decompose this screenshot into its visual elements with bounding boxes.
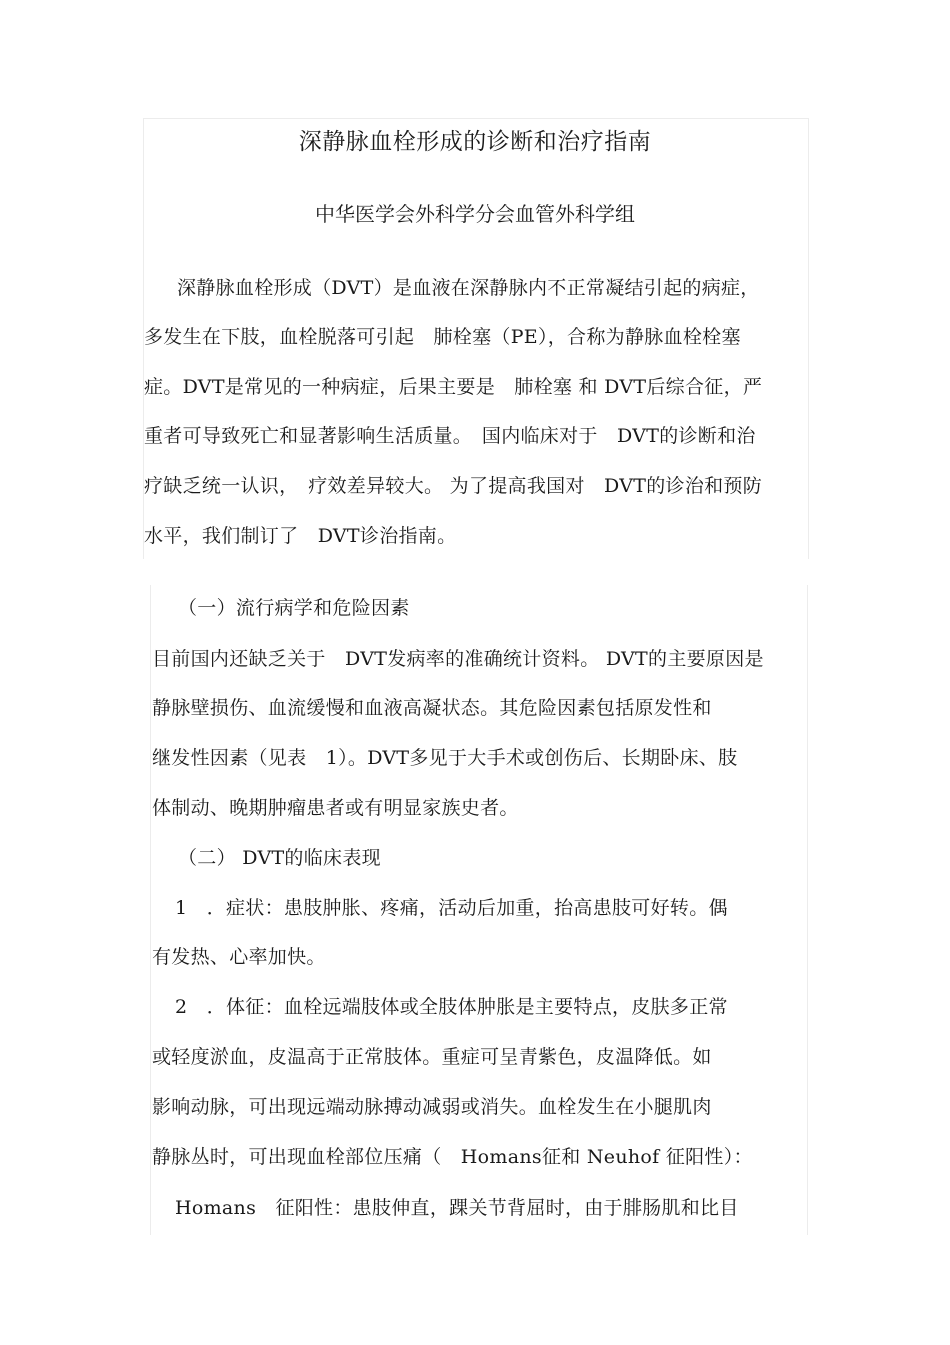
paragraph-line: 继发性因素（见表 1）。DVT多见于大手术或创伤后、长期卧床、肢 — [152, 747, 738, 769]
paragraph-line: 有发热、心率加快。 — [152, 946, 326, 968]
document-title: 深静脉血栓形成的诊断和治疗指南 — [298, 129, 652, 155]
section-heading: （二） DVT的临床表现 — [178, 847, 381, 869]
intro-line: 多发生在下肢，血栓脱落可引起 肺栓塞（PE），合称为静脉血栓栓塞 — [144, 326, 741, 348]
paragraph-line: 目前国内还缺乏关于 DVT发病率的准确统计资料。 DVT的主要原因是 — [152, 648, 764, 670]
intro-line: 深静脉血栓形成（DVT）是血液在深静脉内不正常凝结引起的病症， — [177, 277, 760, 299]
paragraph-line: 影响动脉，可出现远端动脉搏动减弱或消失。血栓发生在小腿肌肉 — [152, 1096, 712, 1118]
paragraph-line: 2 ．体征：血栓远端肢体或全肢体肿胀是主要特点，皮肤多正常 — [175, 996, 728, 1018]
intro-line: 症。DVT是常见的一种病症，后果主要是 肺栓塞 和 DVT后综合征，严 — [144, 376, 763, 398]
paragraph-line: 体制动、晚期肿瘤患者或有明显家族史者。 — [152, 797, 519, 819]
paragraph-line: Homans 征阳性：患肢伸直，踝关节背屈时，由于腓肠肌和比目 — [175, 1197, 739, 1219]
author-line: 中华医学会外科学分会血管外科学组 — [315, 202, 635, 226]
paragraph-line: 1 ．症状：患肢肿胀、疼痛，活动后加重，抬高患肢可好转。偶 — [175, 897, 728, 919]
intro-line: 水平，我们制订了 DVT诊治指南。 — [144, 525, 457, 547]
intro-line: 重者可导致死亡和显著影响生活质量。 国内临床对于 DVT的诊断和治 — [144, 425, 756, 447]
paragraph-line: 静脉丛时，可出现血栓部位压痛（ Homans征和 Neuhof 征阳性）： — [152, 1146, 753, 1168]
paragraph-line: 或轻度淤血，皮温高于正常肢体。重症可呈青紫色，皮温降低。如 — [152, 1046, 712, 1068]
paragraph-line: 静脉壁损伤、血流缓慢和血液高凝状态。其危险因素包括原发性和 — [152, 697, 712, 719]
intro-line: 疗缺乏统一认识， 疗效差异较大。 为了提高我国对 DVT的诊治和预防 — [144, 475, 763, 497]
section-heading: （一）流行病学和危险因素 — [178, 597, 410, 619]
